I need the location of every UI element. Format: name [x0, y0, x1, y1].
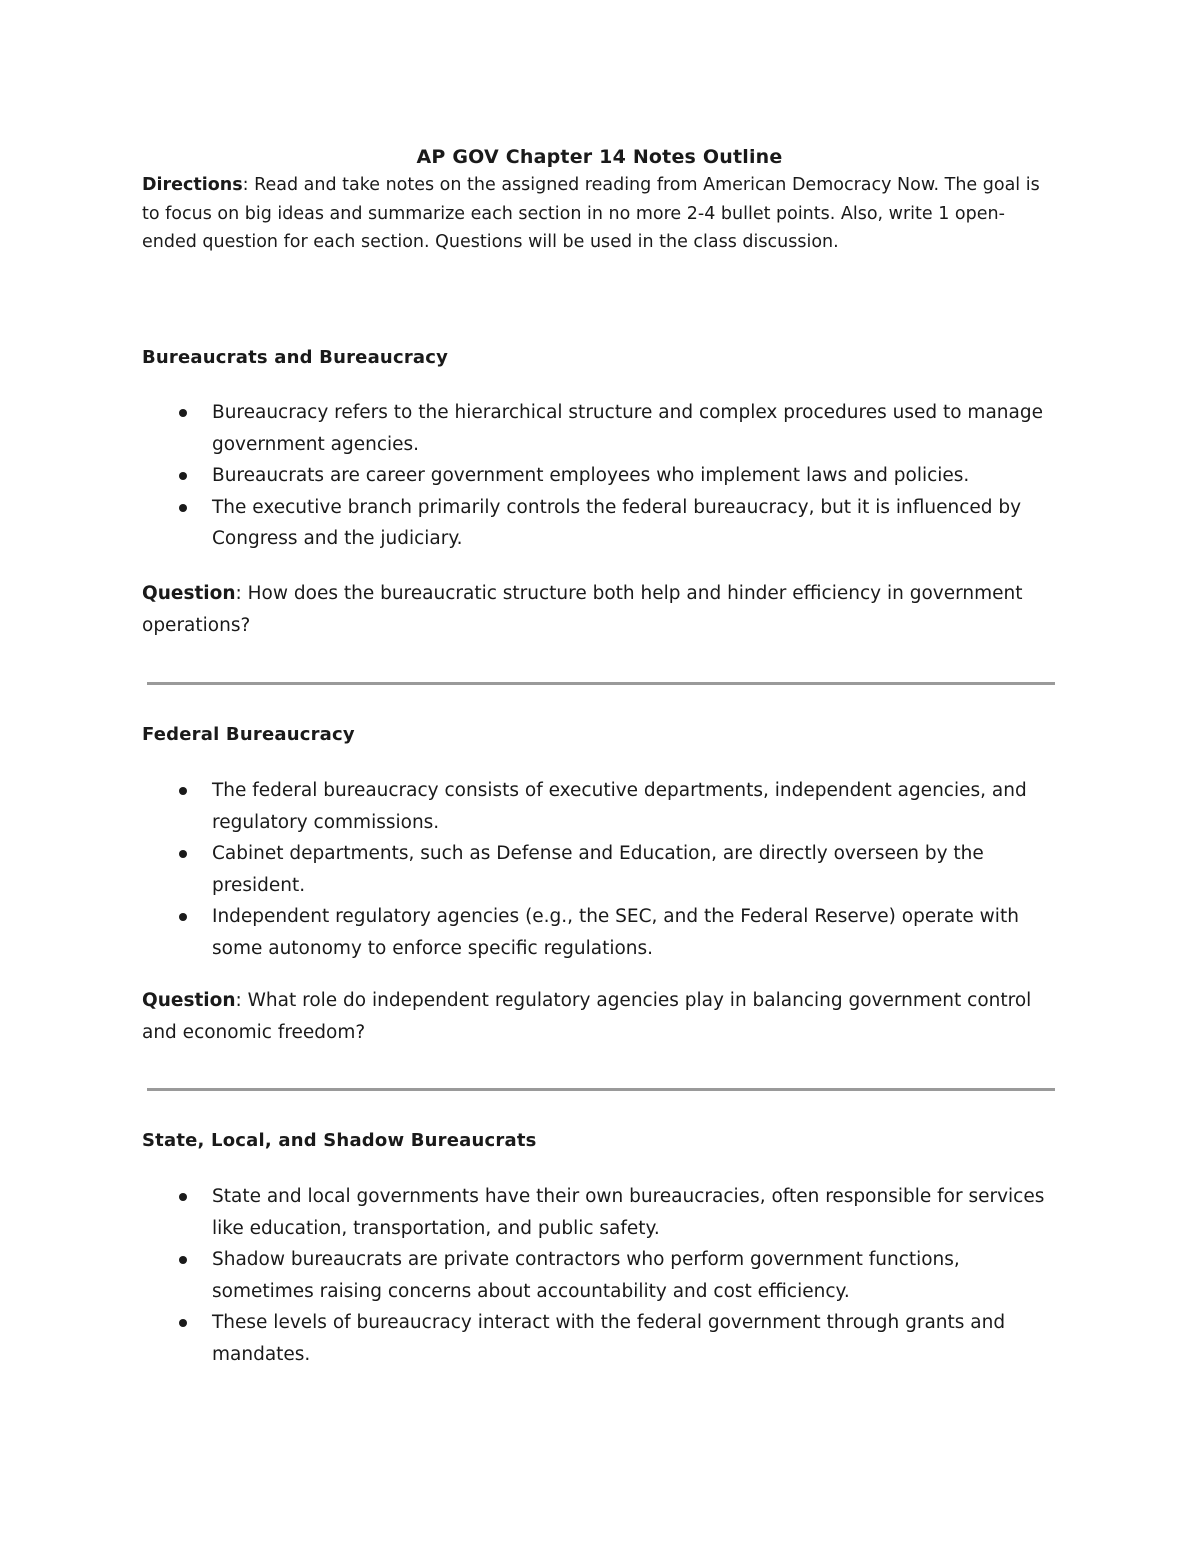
section-question-federal [142, 985, 1057, 1048]
page-title: AP GOV Chapter 14 Notes Outline [416, 146, 783, 168]
bullet-text: Bureaucracy refers to the hierarchical structure and complex procedures used to manage government agencies. [212, 402, 1043, 455]
bullet-text: Bureaucrats are career government employees who implement laws and policies. [212, 465, 970, 486]
section-divider [147, 1088, 1055, 1091]
directions-label: Directions [142, 175, 243, 195]
section-divider [147, 682, 1055, 685]
bullet-text: The executive branch primarily controls the federal bureaucracy, but it is influenced by Congress and the judiciary. [212, 496, 1022, 549]
bullet-icon [179, 409, 187, 417]
bullet-icon [179, 913, 187, 921]
bullet-text: Cabinet departments, such as Defense and Education, are directly overseen by the president. [212, 843, 984, 896]
bullet-text: Independent regulatory agencies (e.g., the SEC, and the Federal Reserve) operate with some autonomy to enforce specific regulations. [212, 906, 1019, 959]
list-item [142, 460, 1057, 492]
bullet-icon [179, 1193, 187, 1201]
bullet-text: These levels of bureaucracy interact with the federal government through grants and mandates. [212, 1312, 1006, 1365]
section-heading-federal: Federal Bureaucracy [142, 724, 355, 745]
directions-paragraph [142, 171, 1057, 257]
question-label: Question [142, 583, 236, 604]
section-bullets-federal [142, 775, 1057, 964]
question-text: : What role do independent regulatory agencies play in balancing government control and economic freedom? [142, 990, 1032, 1043]
list-item [142, 838, 1057, 901]
question-text: : How does the bureaucratic structure both help and hinder efficiency in government operations? [142, 583, 1023, 636]
list-item [142, 775, 1057, 838]
bullet-text: The federal bureaucracy consists of executive departments, independent agencies, and regulatory commissions. [212, 780, 1027, 833]
bullet-icon [179, 850, 187, 858]
section-bullets-state-local [142, 1181, 1057, 1370]
bullet-icon [179, 1319, 187, 1327]
list-item [142, 1244, 1057, 1307]
bullet-icon [179, 504, 187, 512]
bullet-text: State and local governments have their own bureaucracies, often responsible for services like education, transportation, and public safety. [212, 1186, 1045, 1239]
section-heading-bureaucrats: Bureaucrats and Bureaucracy [142, 347, 449, 368]
question-label: Question [142, 990, 236, 1011]
list-item [142, 492, 1057, 555]
bullet-icon [179, 787, 187, 795]
directions-text: : Read and take notes on the assigned reading from American Democracy Now. The goal is to focus on big ideas and summarize each section in no more 2-4 bullet points. Also, write 1 open-ended question for each section. Questions will be used in the class discussion. [142, 175, 1040, 252]
section-heading-state-local: State, Local, and Shadow Bureaucrats [142, 1130, 537, 1151]
list-item [142, 397, 1057, 460]
section-bullets-bureaucrats [142, 397, 1057, 555]
bullet-icon [179, 472, 187, 480]
bullet-text: Shadow bureaucrats are private contractors who perform government functions, sometimes raising concerns about accountability and cost efficiency. [212, 1249, 960, 1302]
bullet-icon [179, 1256, 187, 1264]
section-question-bureaucrats [142, 578, 1057, 641]
list-item [142, 1307, 1057, 1370]
list-item [142, 901, 1057, 964]
list-item [142, 1181, 1057, 1244]
